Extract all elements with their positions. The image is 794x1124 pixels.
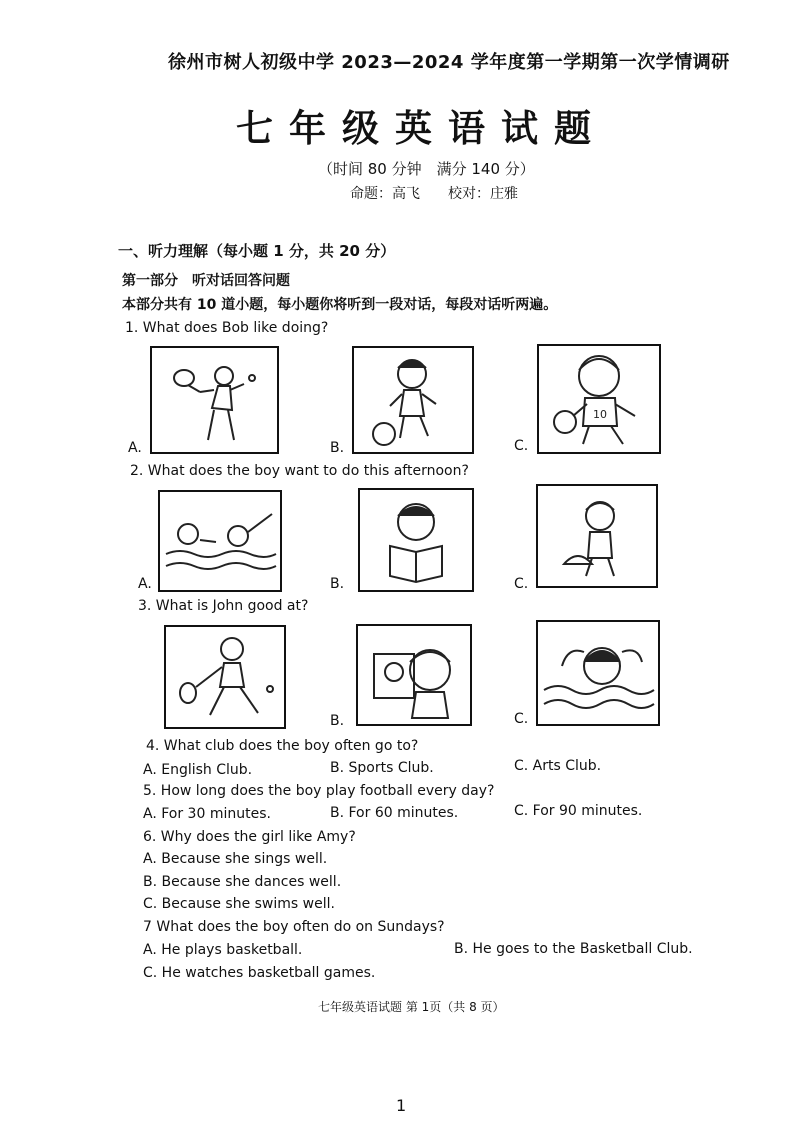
question-5: 5. How long does the boy play football every day? — [143, 783, 495, 799]
q1-option-a-label: A. — [128, 440, 142, 456]
drawing-boy-picture — [356, 624, 472, 726]
question-2: 2. What does the boy want to do this afternoon? — [130, 463, 469, 479]
page-title: 七年级英语试题 — [236, 106, 607, 150]
q2-option-c-label: C. — [514, 576, 529, 592]
swimming-children-picture — [158, 490, 282, 592]
section-heading: 一、听力理解（每小题 1 分，共 20 分） — [118, 242, 396, 260]
q2-option-b-label: B. — [330, 576, 345, 592]
q5-option-a: A. For 30 minutes. — [143, 806, 271, 822]
q4-option-b: B. Sports Club. — [330, 760, 434, 776]
page-number: 1 — [396, 1096, 407, 1115]
q4-option-c: C. Arts Club. — [514, 758, 602, 774]
q1-option-b-label: B. — [330, 440, 345, 456]
time-score-info: （时间 80 分钟 满分 140 分） — [318, 160, 535, 178]
q3-option-b-label: B. — [330, 713, 345, 729]
part-heading: 第一部分 听对话回答问题 — [122, 273, 290, 289]
tennis-player-picture — [150, 346, 279, 454]
swimmer-picture — [536, 620, 660, 726]
q1-option-c-label: C. — [514, 438, 529, 454]
basketball-boy-picture — [537, 344, 661, 454]
q2-option-a-label: A. — [138, 576, 152, 592]
q6-option-c: C. Because she swims well. — [143, 896, 335, 912]
reading-boy-picture — [358, 488, 474, 592]
q7-option-c: C. He watches basketball games. — [143, 965, 376, 981]
question-6: 6. Why does the girl like Amy? — [143, 829, 356, 845]
page-footer: 七年级英语试题 第 1页（共 8 页） — [318, 1000, 505, 1014]
q6-option-a: A. Because she sings well. — [143, 851, 328, 867]
question-7: 7 What does the boy often do on Sundays? — [143, 919, 445, 935]
question-4: 4. What club does the boy often go to? — [146, 738, 419, 754]
q4-option-a: A. English Club. — [143, 762, 253, 778]
instructions: 本部分共有 10 道小题，每小题你将听到一段对话，每段对话听两遍。 — [122, 297, 558, 313]
question-1: 1. What does Bob like doing? — [125, 320, 329, 336]
svg-text:10: 10 — [593, 408, 607, 421]
school-exam-line: 徐州市树人初级中学 2023—2024 学年度第一学期第一次学情调研 — [168, 52, 730, 73]
q3-option-c-label: C. — [514, 711, 529, 727]
shell-boy-picture — [536, 484, 658, 588]
q7-option-a: A. He plays basketball. — [143, 942, 303, 958]
q5-option-c: C. For 90 minutes. — [514, 803, 643, 819]
football-boy-picture — [352, 346, 474, 454]
q7-option-b: B. He goes to the Basketball Club. — [454, 941, 693, 957]
q6-option-b: B. Because she dances well. — [143, 874, 342, 890]
q5-option-b: B. For 60 minutes. — [330, 805, 459, 821]
authors-info: 命题：高飞 校对：庄雅 — [350, 186, 518, 202]
tennis-player-picture-2 — [164, 625, 286, 729]
question-3: 3. What is John good at? — [138, 598, 309, 614]
